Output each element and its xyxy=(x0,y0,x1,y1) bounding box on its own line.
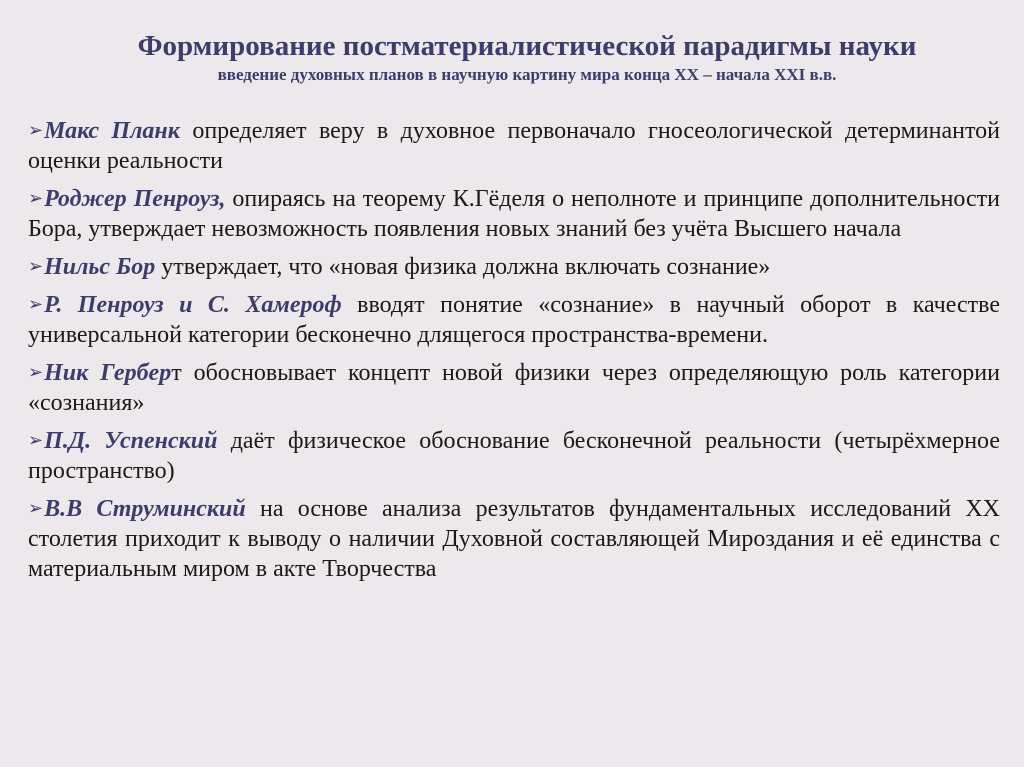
bullet-item xyxy=(28,116,1000,176)
arrow-bullet-icon: ➢ xyxy=(28,362,44,383)
arrow-bullet-icon: ➢ xyxy=(28,294,44,315)
arrow-bullet-icon: ➢ xyxy=(28,498,44,519)
bullet-text: на основе анализа результатов фундаментальных исследований XX столетия приходит к выводу о наличии Духовной составляющей Мироздания и её единства с материальным миром в акте Творчества xyxy=(28,496,1000,582)
arrow-bullet-icon: ➢ xyxy=(28,430,44,451)
slide-subtitle: введение духовных планов в научную картину мира конца XX – начала XXI в.в. xyxy=(217,65,837,84)
arrow-bullet-icon: ➢ xyxy=(28,120,44,141)
bullet-item xyxy=(28,358,1000,418)
slide-header xyxy=(0,28,1024,86)
person-name: Ник Гербер xyxy=(44,360,172,386)
bullet-text: определяет веру в духовное первоначало гносеологической детерминантой оценки реальности xyxy=(28,118,1001,174)
bullet-text: даёт физическое обоснование бесконечной реальности (четырёхмерное пространство) xyxy=(28,428,1000,484)
slide-title: Формирование постматериалистической парадигмы науки xyxy=(137,30,917,62)
bullet-text: утверждает, что «новая физика должна включать сознание» xyxy=(155,254,771,280)
bullet-text: опираясь на теорему К.Гёделя о неполноте и принципе дополнительности Бора, утверждает невозможность появления новых знаний без учёта Высшего начала xyxy=(28,186,1001,242)
bullet-item xyxy=(28,290,1000,350)
bullet-item xyxy=(28,494,1000,584)
person-name: Нильс Бор xyxy=(44,254,156,280)
bullet-item xyxy=(28,426,1000,486)
arrow-bullet-icon: ➢ xyxy=(28,188,44,209)
person-name: В.В Струминский xyxy=(44,496,246,522)
bullet-text: обосновывает концепт новой физики через определяющую роль категории «сознания» xyxy=(28,360,1000,416)
bullet-item xyxy=(28,184,1000,244)
bullet-text: вводят понятие «сознание» в научный оборот в качестве универсальной категории бесконечно длящегося пространства-времени. xyxy=(28,292,1000,348)
arrow-bullet-icon: ➢ xyxy=(28,256,44,277)
person-name: Макс Планк xyxy=(44,118,180,144)
person-name-tail: т xyxy=(171,360,182,386)
person-name: Роджер Пенроуз, xyxy=(44,186,226,212)
bullet-item xyxy=(28,252,1000,282)
person-name: Р. Пенроуз и С. Хамероф xyxy=(44,292,342,318)
bullet-list xyxy=(28,116,1000,592)
person-name: П.Д. Успенский xyxy=(44,428,218,454)
